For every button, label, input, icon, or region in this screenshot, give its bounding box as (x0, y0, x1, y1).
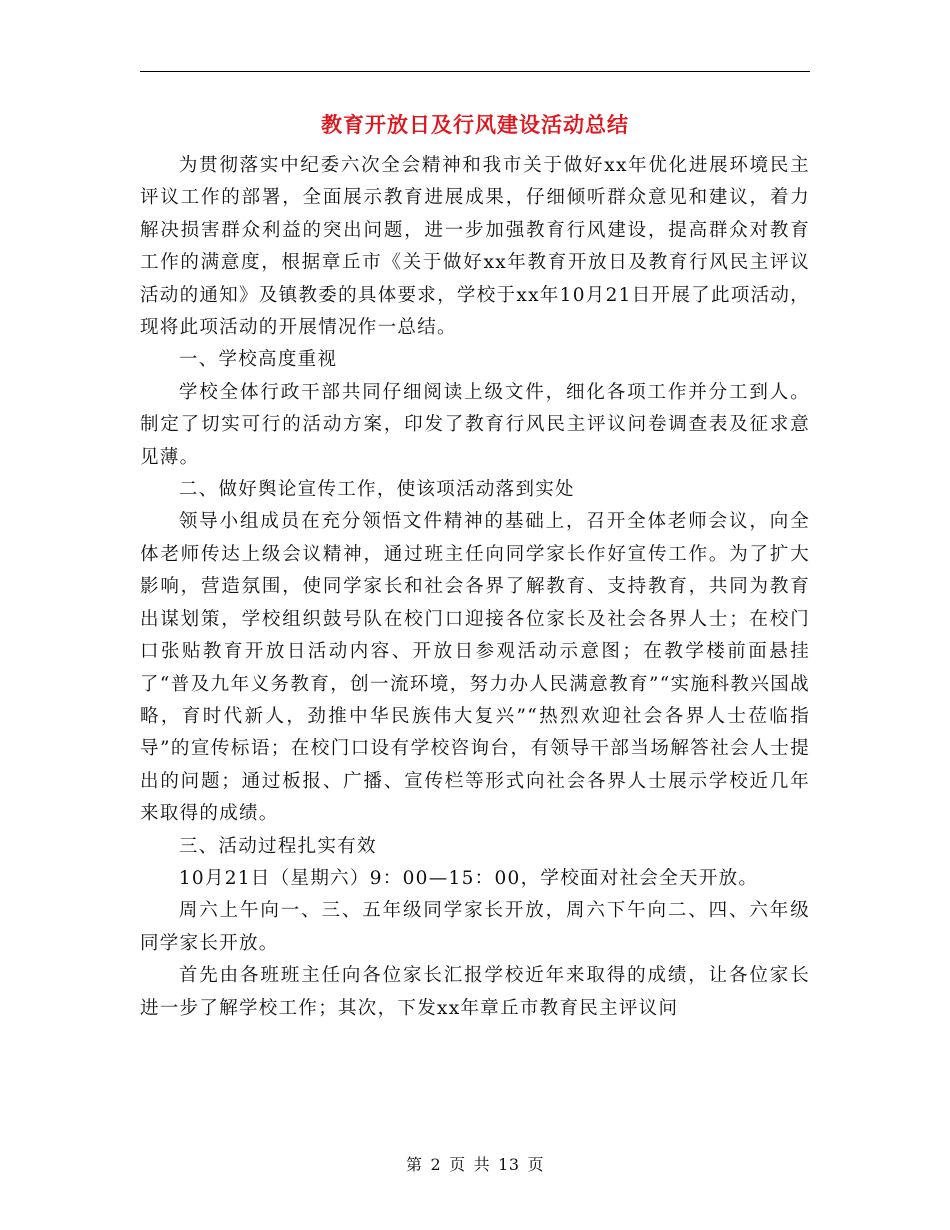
section-heading-3: 三、活动过程扎实有效 (178, 835, 377, 857)
paragraph-intro: 为贯彻落实中纪委六次全会精神和我市关于做好xx年优化进展环境民主评议工作的部署，全面展示教育进展成果，仔细倾听群众意见和建议，着力解决损害群众利益的突出问题，进一步加强教育行风建设，提高群众对教育工作的满意度，根据章丘市《关于做好xx年教育开放日及教育行风民主评议活动的通知》及镇教委的具体要求，学校于xx年10月21日开展了此项活动，现将此项活动的开展情况作一总结。 (140, 155, 810, 339)
header-rule (140, 71, 810, 72)
section-heading-2: 二、做好舆论宣传工作，使该项活动落到实处 (178, 479, 575, 501)
footer-suffix: 页 (527, 1155, 545, 1174)
paragraph-section-2: 领导小组成员在充分领悟文件精神的基础上，召开全体老师会议，向全体老师传达上级会议精神，通过班主任向同学家长作好宣传工作。为了扩大影响，营造氛围，使同学家长和社会各界了解教育、支持教育，共同为教育出谋划策，学校组织鼓号队在校门口迎接各位家长及社会各界人士；在校门口张贴教育开放日活动内容、开放日参观活动示意图；在教学楼前面悬挂了“普及九年义务教育，创一流环境，努力办人民满意教育”“实施科教兴国战略，育时代新人，劲推中华民族伟大复兴”“热烈欢迎社会各界人士莅临指导”的宣传标语；在校门口设有学校咨询台，有领导干部当场解答社会人士提出的问题；通过板报、广播、宣传栏等形式向社会各界人士展示学校近几年来取得的成绩。 (140, 511, 810, 825)
paragraph-schedule: 10月21日（星期六）9：00—15：00，学校面对社会全天开放。 (178, 867, 759, 889)
document-body (140, 150, 810, 1025)
paragraph-section-1: 学校全体行政干部共同仔细阅读上级文件，细化各项工作并分工到人。制定了切实可行的活动方案，印发了教育行风民主评议问卷调查表及征求意见薄。 (140, 381, 810, 468)
footer-total-pages: 13 (498, 1155, 520, 1174)
section-heading-1: 一、学校高度重视 (178, 349, 338, 371)
paragraph-process: 首先由各班班主任向各位家长汇报学校近年来取得的成绩，让各位家长进一步了解学校工作；其次，下发xx年章丘市教育民主评议问 (140, 965, 810, 1019)
page-footer (140, 1153, 810, 1177)
document-title: 教育开放日及行风建设活动总结 (321, 112, 629, 137)
paragraph-grades: 周六上午向一、三、五年级同学家长开放，周六下午向二、四、六年级同学家长开放。 (140, 900, 810, 954)
footer-total-prefix: 共 (473, 1155, 491, 1174)
footer-prefix: 第 (405, 1155, 423, 1174)
footer-current-page: 2 (430, 1155, 442, 1174)
footer-middle: 页 (449, 1155, 466, 1174)
